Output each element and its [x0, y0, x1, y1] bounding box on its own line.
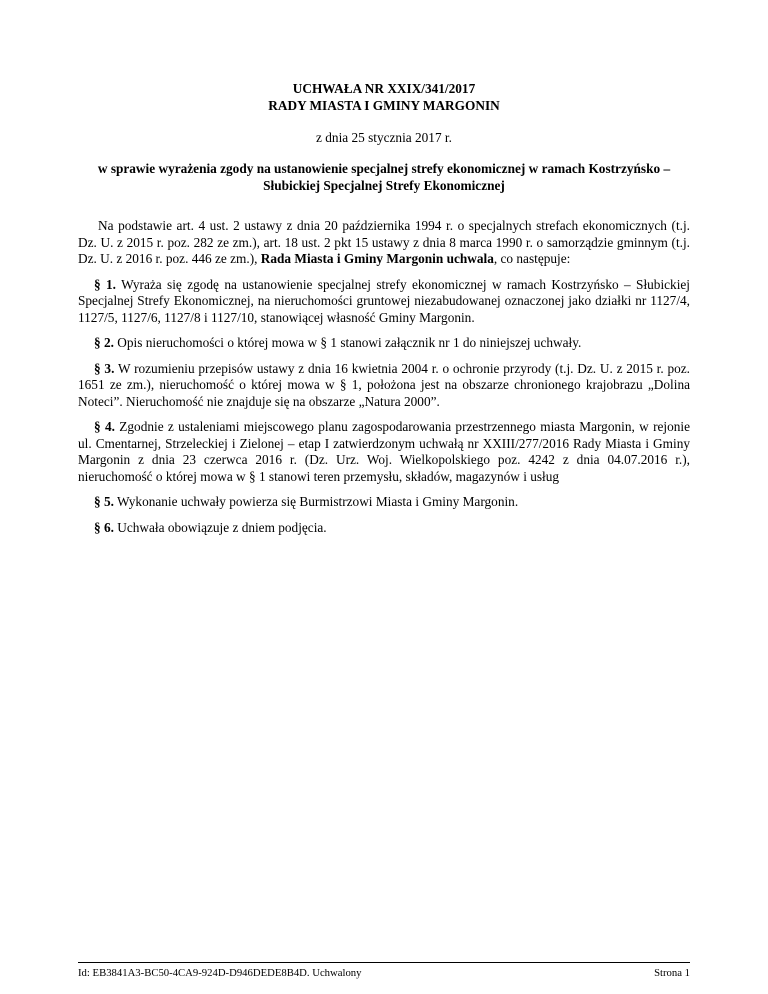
- preamble-paragraph: [78, 218, 690, 268]
- preamble-text: Na podstawie art. 4 ust. 2 ustawy z dnia 20 października 1994 r. o specjalnych strefach ekonomicznych (t.j. Dz. U. z 2015 r. poz. 282 ze zm.), art. 18 ust. 2 pkt 15 ustawy z dnia 8 marca 1990 r. o samorządzie gminnym (t.j. Dz. U. z 2016 r. poz. 446 ze zm.),: [78, 218, 690, 266]
- footer-divider: [78, 962, 690, 963]
- document-date: z dnia 25 stycznia 2017 r.: [316, 130, 452, 145]
- title-line-1: UCHWAŁA NR XXIX/341/2017: [292, 81, 476, 96]
- title-line-2: RADY MIASTA I GMINY MARGONIN: [268, 98, 500, 113]
- section-text: Zgodnie z ustaleniami miejscowego planu zagospodarowania przestrzennego miasta Margonin, w rejonie ul. Cmentarnej, Strzeleckiej i Zielonej – etap I zatwierdzonym uchwałą nr XXIII/277/2016 Rady Miasta i Gminy Margonin z dnia 23 czerwca 2016 r. (Dz. Urz. Woj. Wielkopolskiego poz. 4242 z dnia 04.07.2016 r.), nieruchomość o której mowa w § 1 stanowi teren przemysłu, składów, magazynów i usług: [78, 419, 690, 484]
- preamble-end: , co następuje:: [493, 251, 571, 266]
- section-text: Uchwała obowiązuje z dniem podjęcia.: [113, 519, 327, 535]
- preamble-bold: Rada Miasta i Gminy Margonin uchwala: [260, 251, 494, 266]
- section-label: § 1.: [94, 276, 116, 292]
- section-text: W rozumieniu przepisów ustawy z dnia 16 kwietnia 2004 r. o ochronie przyrody (t.j. Dz. U. z 2015 r. poz. 1651 ze zm.), nieruchomość o której mowa w § 1, położona jest na obszarze chronionego krajobrazu „Dolina Noteci”. Nieruchomość nie znajduje się na obszarze „Natura 2000”.: [78, 360, 690, 409]
- section-label: § 4.: [94, 419, 115, 434]
- section-paragraph-1: [78, 277, 690, 327]
- document-title: [0, 80, 768, 114]
- section-paragraph-2: [78, 335, 690, 352]
- subject-line-2: Słubickiej Specjalnej Strefy Ekonomicznej: [263, 178, 505, 193]
- document-subject: [70, 160, 698, 194]
- section-text: Wyraża się zgodę na ustanowienie specjalnej strefy ekonomicznej w ramach Kostrzyńsko – Słubickiej Specjalnej Strefy Ekonomicznej, na nieruchomości gruntowej niezabudowanej oznaczonej jako działki nr 1127/4, 1127/5, 1127/6, 1127/8 i 1127/10, stanowiącej własność Gminy Margonin.: [78, 276, 690, 325]
- footer-document-id: Id: EB3841A3-BC50-4CA9-924D-D946DEDE8B4D. Uchwalony: [78, 967, 362, 979]
- document-body: [78, 218, 690, 545]
- section-text: Opis nieruchomości o której mowa w § 1 stanowi załącznik nr 1 do niniejszej uchwały.: [113, 335, 582, 350]
- section-label: § 3.: [94, 360, 115, 376]
- section-paragraph-3: [78, 361, 690, 411]
- section-label: § 2.: [94, 335, 114, 350]
- subject-line-1: w sprawie wyrażenia zgody na ustanowienie specjalnej strefy ekonomicznej w ramach Kostrzyńsko –: [97, 161, 671, 176]
- footer-page-number: Strona 1: [654, 967, 690, 979]
- section-text: Wykonanie uchwały powierza się Burmistrzowi Miasta i Gminy Margonin.: [113, 494, 519, 509]
- section-paragraph-5: [78, 494, 690, 511]
- section-label: § 5.: [94, 494, 114, 509]
- section-label: § 6.: [94, 519, 114, 535]
- section-paragraph-4: [78, 419, 690, 485]
- section-paragraph-6: [78, 520, 690, 537]
